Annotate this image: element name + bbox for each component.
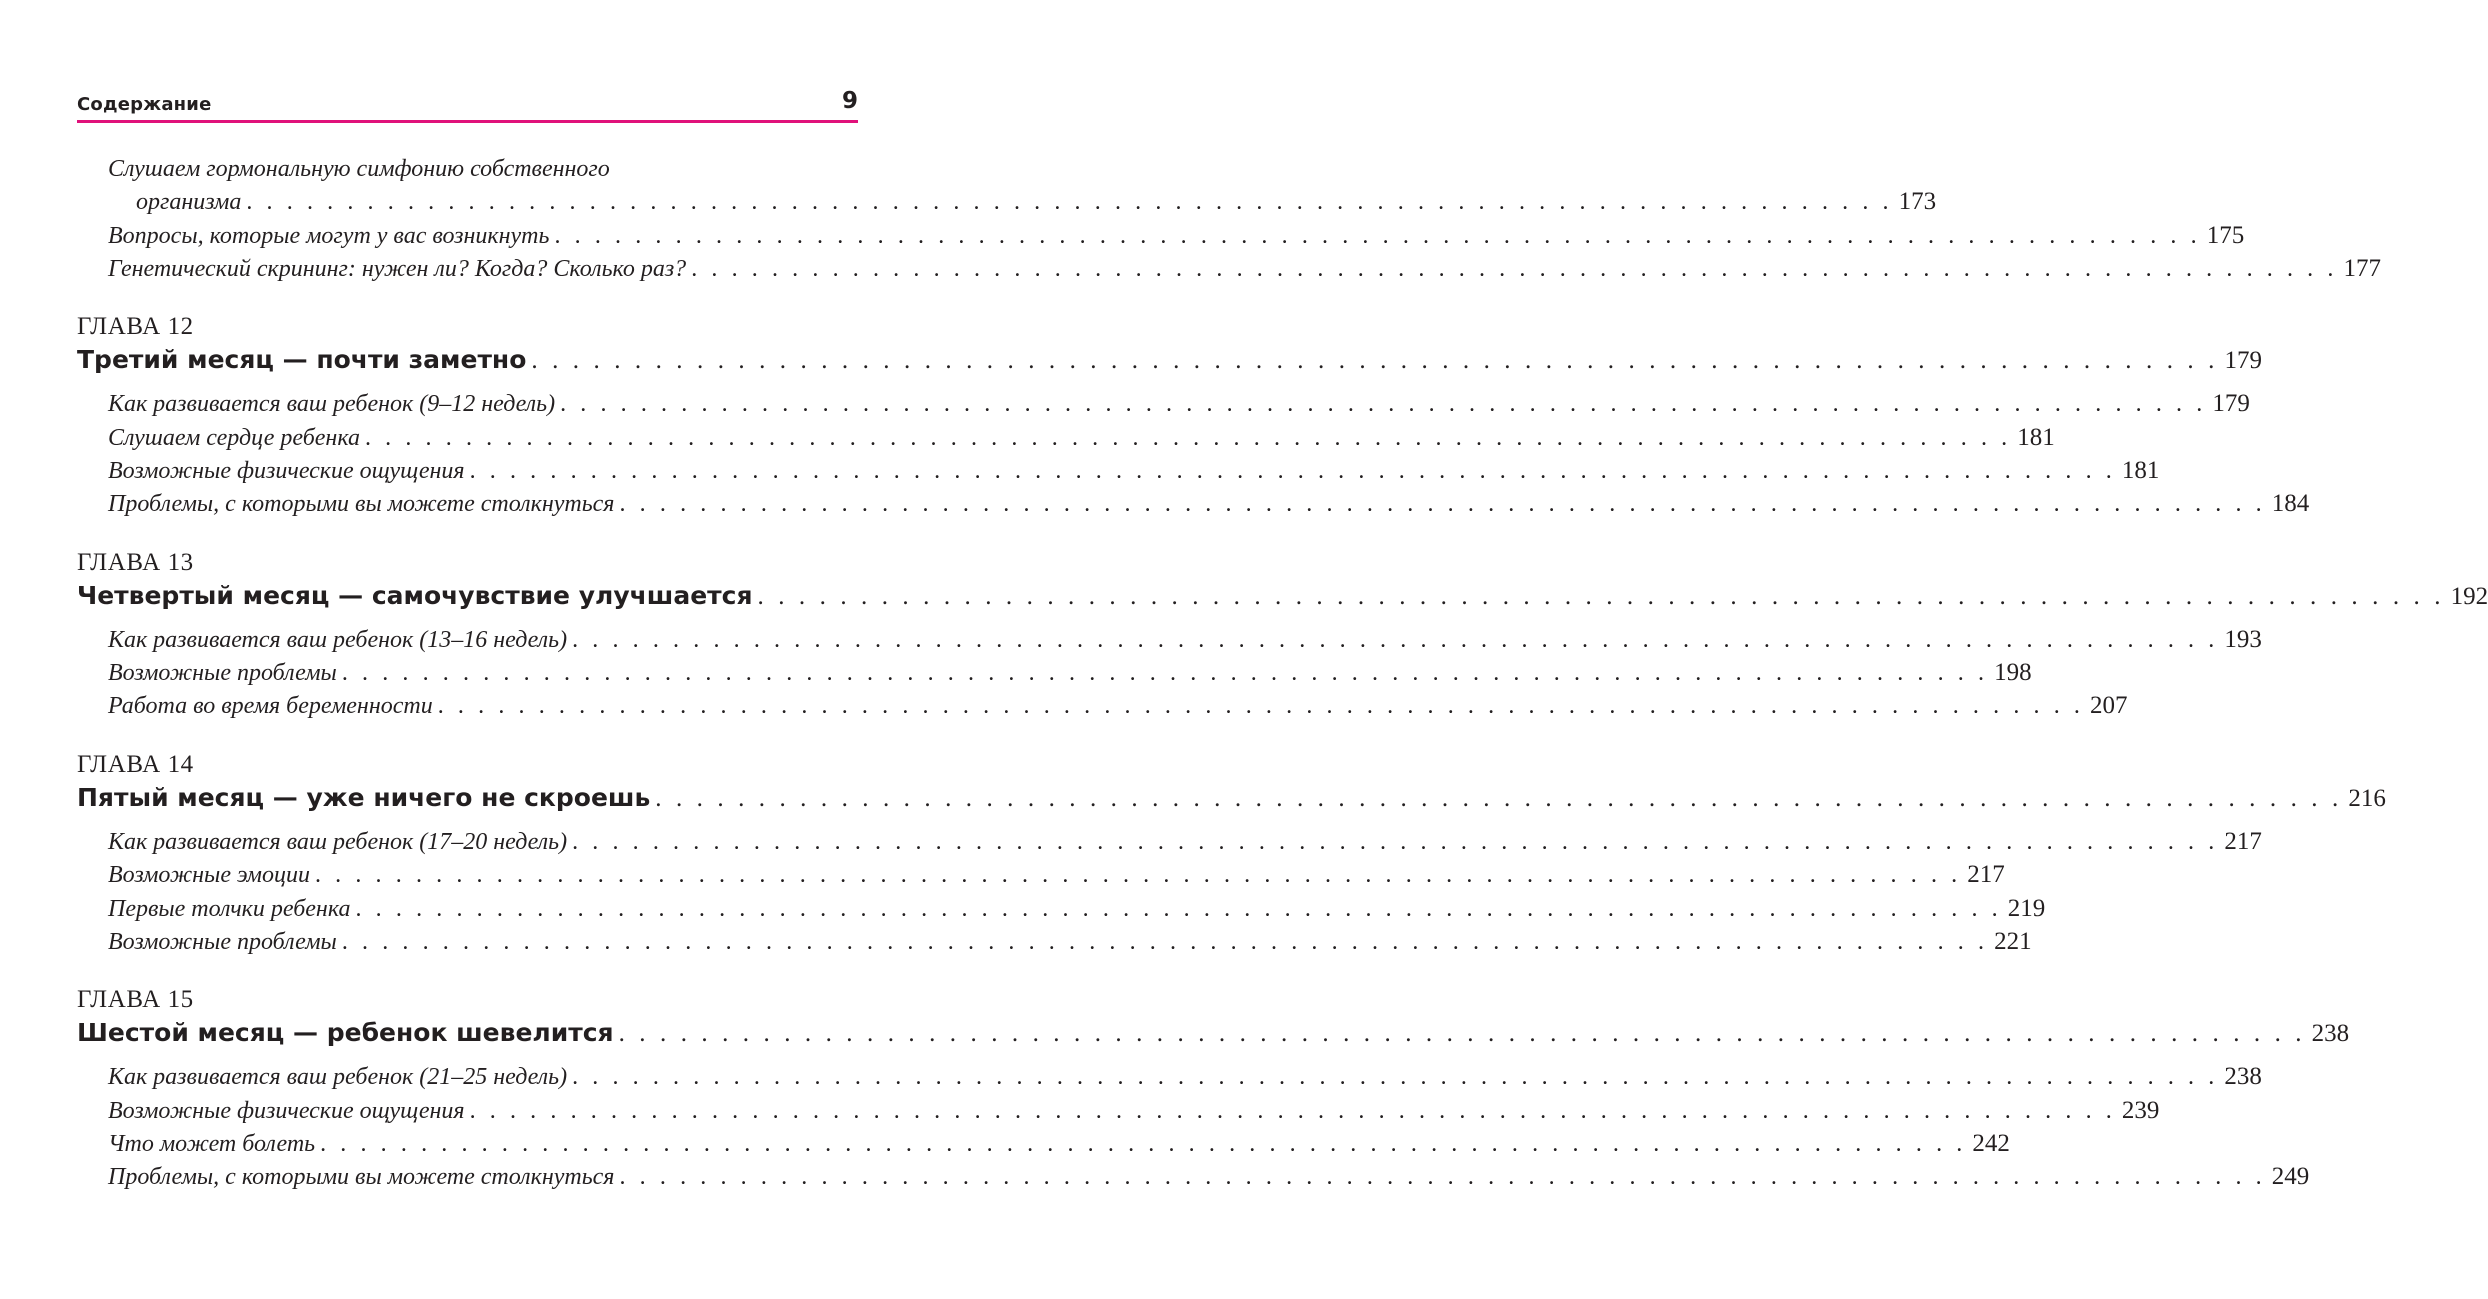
toc-entry-page: 198 (1994, 659, 2032, 686)
toc-entry-page: 179 (2212, 390, 2250, 417)
toc-entry[interactable] (108, 1163, 2310, 1191)
dot-leader: . . . . . . . . . . . . . . . . . . . . . . . . . . . . . . . . . . . . . . . . . . . . . . . . . . . . . . . . . . . . . . . . . . . . . . . . . . . . . . . . . . (341, 660, 1989, 686)
toc-entry[interactable] (108, 692, 2128, 720)
toc-entry-title: Как развивается ваш ребенок (17–20 недель) (108, 829, 568, 855)
dot-leader: . . . . . . . . . . . . . . . . . . . . . . . . . . . . . . . . . . . . . . . . . . . . . . . . . . . . . . . . . . . . . . . . . . . . . . . . . . . . . . . . . . (560, 391, 2207, 417)
dot-leader: . . . . . . . . . . . . . . . . . . . . . . . . . . . . . . . . . . . . . . . . . . . . . . . . . . . . . . . . . . . . . . . . . . . . . . . . . . . . . . . . . . (572, 1064, 2219, 1090)
toc-entry[interactable] (108, 1130, 2010, 1158)
chapter-page: 216 (2348, 785, 2386, 812)
toc-entry[interactable] (136, 188, 1937, 216)
dot-leader: . . . . . . . . . . . . . . . . . . . . . . . . . . . . . . . . . . . . . . . . . . . . . . . . . . . . . . . . . . . . . . . . . . . . . . . . . . . . . . . . . . (554, 223, 2201, 249)
dot-leader: . . . . . . . . . . . . . . . . . . . . . . . . . . . . . . . . . . . . . . . . . . . . . . . . . . . . . . . . . . . . . . . . . . . . . . . . . . . . . . . . . . (619, 491, 2266, 517)
toc-entry-page: 217 (2224, 828, 2262, 855)
toc-entry[interactable] (108, 861, 2005, 889)
header-rule (77, 120, 858, 123)
chapter-label: ГЛАВА 12 (77, 313, 194, 340)
toc-entry-title: Что может болеть (108, 1131, 316, 1157)
toc-entry-page: 242 (1972, 1130, 2010, 1157)
dot-leader: . . . . . . . . . . . . . . . . . . . . . . . . . . . . . . . . . . . . . . . . . . . . . . . . . . . . . . . . . . . . . . . . . . . . . . . . . . . . . . . . . . (619, 1164, 2266, 1190)
toc-entry[interactable] (108, 457, 2160, 485)
toc-entry-title: Как развивается ваш ребенок (9–12 недель) (108, 391, 556, 417)
toc-entry-page: 221 (1994, 928, 2032, 955)
dot-leader: . . . . . . . . . . . . . . . . . . . . . . . . . . . . . . . . . . . . . . . . . . . . . . . . . . . . . . . . . . . . . . . . . . . . . . . . . . . . . . . . . . (655, 785, 2343, 812)
toc-entry[interactable] (108, 424, 2055, 452)
chapter-label: ГЛАВА 15 (77, 986, 194, 1013)
toc-entry-title: Вопросы, которые могут у вас возникнуть (108, 223, 550, 249)
dot-leader: . . . . . . . . . . . . . . . . . . . . . . . . . . . . . . . . . . . . . . . . . . . . . . . . . . . . . . . . . . . . . . . . . . . . . . . . . . . . . . . . . . (341, 929, 1989, 955)
dot-leader: . . . . . . . . . . . . . . . . . . . . . . . . . . . . . . . . . . . . . . . . . . . . . . . . . . . . . . . . . . . . . . . . . . . . . . . . . . . . . . . . . . (618, 1020, 2306, 1047)
running-head-title: Содержание (77, 94, 212, 115)
dot-leader: . . . . . . . . . . . . . . . . . . . . . . . . . . . . . . . . . . . . . . . . . . . . . . . . . . . . . . . . . . . . . . . . . . . . . . . . . . . . . . . . . . (437, 693, 2085, 719)
chapter-title: Шестой месяц — ребенок шевелится (77, 1018, 614, 1047)
toc-entry-title: Генетический скрининг: нужен ли? Когда? Сколько раз? (108, 256, 687, 282)
dot-leader: . . . . . . . . . . . . . . . . . . . . . . . . . . . . . . . . . . . . . . . . . . . . . . . . . . . . . . . . . . . . . . . . . . . . . . . . . . . . . . . . . . (572, 627, 2219, 653)
toc-entry-title: Работа во время беременности (108, 693, 433, 719)
toc-entry-page: 207 (2090, 692, 2128, 719)
dot-leader: . . . . . . . . . . . . . . . . . . . . . . . . . . . . . . . . . . . . . . . . . . . . . . . . . . . . . . . . . . . . . . . . . . . . . . . . . . . . . . . . . . (355, 896, 2002, 922)
toc-entry[interactable] (108, 255, 2381, 283)
page-number: 9 (841, 88, 858, 114)
chapter-title: Четвертый месяц — самочувствие улучшается (77, 581, 753, 610)
dot-leader: . . . . . . . . . . . . . . . . . . . . . . . . . . . . . . . . . . . . . . . . . . . . . . . . . . . . . . . . . . . . . . . . . . . . . . . . . . . . . . . . . . (364, 425, 2012, 451)
toc-entry-page: 181 (2017, 424, 2055, 451)
toc-entry-title: Слушаем сердце ребенка (108, 425, 360, 451)
toc-entry[interactable] (108, 390, 2250, 418)
toc-entry-page: 177 (2343, 255, 2381, 282)
toc-entry-page: 238 (2224, 1063, 2262, 1090)
toc-entry-title: Возможные физические ощущения (108, 1098, 465, 1124)
toc-entry[interactable] (108, 1063, 2262, 1091)
toc-entry-title: Проблемы, с которыми вы можете столкнуться (108, 1164, 615, 1190)
toc-entry-page: 217 (1967, 861, 2005, 888)
toc-entry-page: 175 (2206, 222, 2245, 249)
toc-entry-page: 239 (2121, 1097, 2160, 1124)
toc-entry[interactable] (108, 895, 2046, 923)
chapter-entry[interactable] (77, 345, 2262, 375)
toc-entry-page: 193 (2224, 626, 2262, 653)
dot-leader: . . . . . . . . . . . . . . . . . . . . . . . . . . . . . . . . . . . . . . . . . . . . . . . . . . . . . . . . . . . . . . . . . . . . . . . . . . . . . . . . . . (572, 829, 2219, 855)
chapter-page: 179 (2224, 347, 2262, 374)
chapter-page: 192 (2450, 583, 2488, 610)
dot-leader: . . . . . . . . . . . . . . . . . . . . . . . . . . . . . . . . . . . . . . . . . . . . . . . . . . . . . . . . . . . . . . . . . . . . . . . . . . . . . . . . . . (691, 256, 2338, 282)
dot-leader: . . . . . . . . . . . . . . . . . . . . . . . . . . . . . . . . . . . . . . . . . . . . . . . . . . . . . . . . . . . . . . . . . . . . . . . . . . . . . . . . . . (320, 1131, 1967, 1157)
chapter-label: ГЛАВА 13 (77, 549, 194, 576)
dot-leader: . . . . . . . . . . . . . . . . . . . . . . . . . . . . . . . . . . . . . . . . . . . . . . . . . . . . . . . . . . . . . . . . . . . . . . . . . . . . . . . . . . (469, 458, 2116, 484)
chapter-title: Пятый месяц — уже ничего не скроешь (77, 783, 651, 812)
toc-entry-page: 184 (2271, 490, 2310, 517)
toc-entry[interactable] (108, 490, 2310, 518)
chapter-entry[interactable] (77, 581, 2488, 611)
dot-leader: . . . . . . . . . . . . . . . . . . . . . . . . . . . . . . . . . . . . . . . . . . . . . . . . . . . . . . . . . . . . . . . . . . . . . . . . . . . . . . . . . . (469, 1098, 2116, 1124)
toc-entry[interactable] (108, 222, 2245, 250)
dot-leader: . . . . . . . . . . . . . . . . . . . . . . . . . . . . . . . . . . . . . . . . . . . . . . . . . . . . . . . . . . . . . . . . . . . . . . . . . . . . . . . . . . (314, 862, 1962, 888)
toc-entry[interactable] (108, 1097, 2160, 1125)
chapter-page: 238 (2311, 1020, 2350, 1047)
toc-entry-title: Проблемы, с которыми вы можете столкнуться (108, 491, 615, 517)
dot-leader: . . . . . . . . . . . . . . . . . . . . . . . . . . . . . . . . . . . . . . . . . . . . . . . . . . . . . . . . . . . . . . . . . . . . . . . . . . . . . . . . . . (757, 583, 2445, 610)
toc-entry-page: 181 (2121, 457, 2160, 484)
toc-entry-title: Как развивается ваш ребенок (21–25 недель) (108, 1064, 568, 1090)
toc-entry-line: Слушаем гормональную симфонию собственного (108, 156, 610, 182)
toc-entry-page: 173 (1898, 188, 1937, 215)
toc-entry[interactable] (108, 828, 2262, 856)
page-header (77, 90, 858, 124)
toc-entry[interactable] (108, 659, 2032, 687)
toc-entry-page: 249 (2271, 1163, 2310, 1190)
chapter-entry[interactable] (77, 783, 2386, 813)
chapter-entry[interactable] (77, 1018, 2350, 1048)
dot-leader: . . . . . . . . . . . . . . . . . . . . . . . . . . . . . . . . . . . . . . . . . . . . . . . . . . . . . . . . . . . . . . . . . . . . . . . . . . . . . . . . . . (531, 347, 2219, 374)
toc-entry[interactable] (108, 626, 2262, 654)
chapter-label: ГЛАВА 14 (77, 751, 194, 778)
toc-entry-page: 219 (2007, 895, 2046, 922)
toc-entry-title: организма (136, 189, 242, 215)
toc-entry-title: Возможные проблемы (108, 929, 337, 955)
toc-entry-title: Первые толчки ребенка (108, 896, 351, 922)
toc-entry-title: Возможные физические ощущения (108, 458, 465, 484)
chapter-title: Третий месяц — почти заметно (77, 345, 527, 374)
toc-entry[interactable] (108, 928, 2032, 956)
toc-entry-title: Возможные эмоции (108, 862, 310, 888)
dot-leader: . . . . . . . . . . . . . . . . . . . . . . . . . . . . . . . . . . . . . . . . . . . . . . . . . . . . . . . . . . . . . . . . . . . . . . . . . . . . . . . . . . (246, 189, 1893, 215)
toc-entry-title: Возможные проблемы (108, 660, 337, 686)
toc-entry-title: Как развивается ваш ребенок (13–16 недель) (108, 627, 568, 653)
